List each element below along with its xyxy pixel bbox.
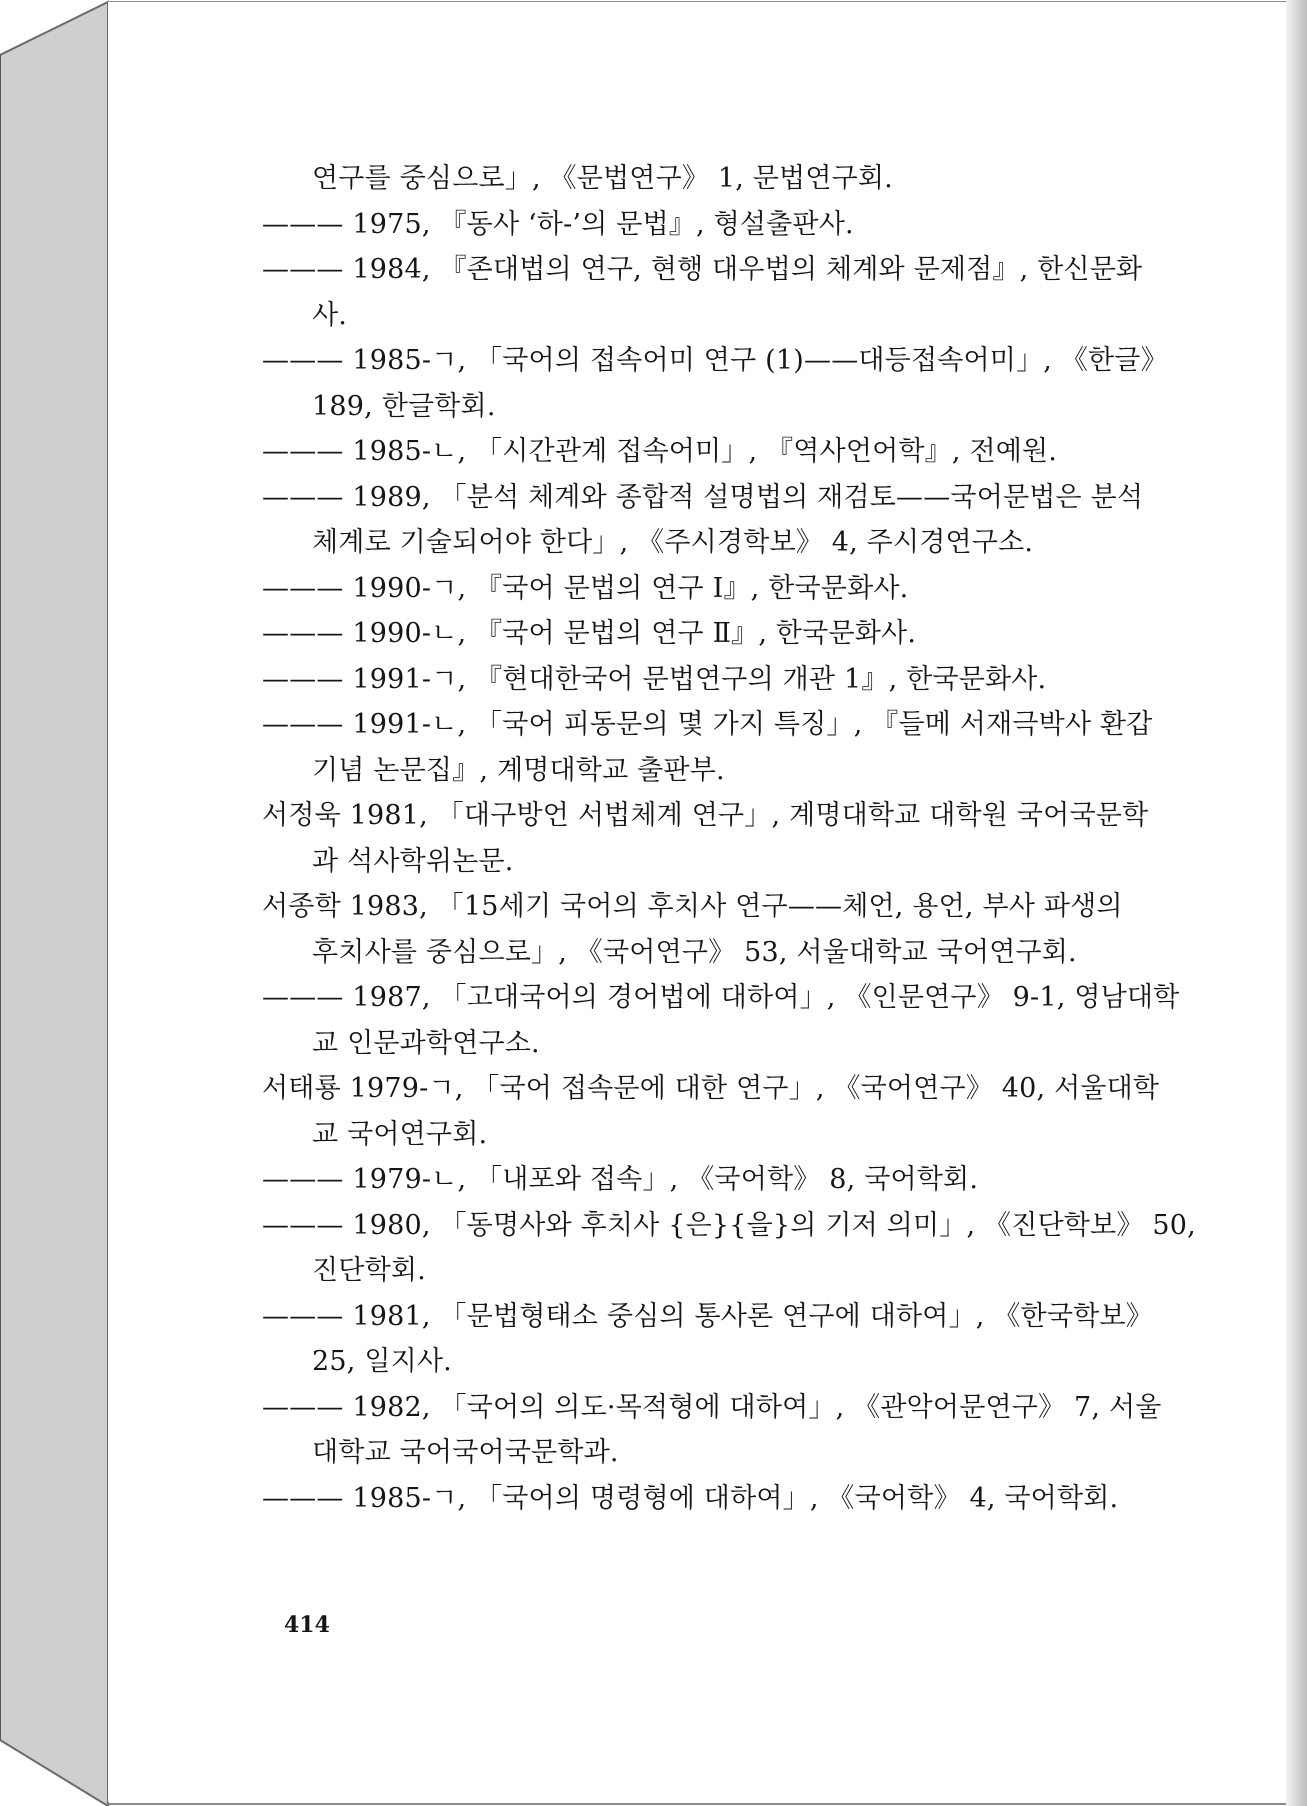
bibliography-entry-line: ——— 1991-ㄴ, 「국어 피동문의 몇 가지 특징」, 『들메 서재극박사 환갑 <box>262 709 1153 740</box>
bibliography-continuation-line: 후치사를 중심으로」, 《국어연구》 53, 서울대학교 국어연구회. <box>312 936 1077 968</box>
bibliography-entry-line: ——— 1985-ㄱ, 「국어의 접속어미 연구 (1)——대등접속어미」, 《한글》 <box>262 345 1168 376</box>
bibliography-entry-line: ——— 1980, 「동명사와 후치사 {은}{을}의 기저 의미」, 《진단학보》 50, <box>262 1209 1196 1241</box>
bibliography-continuation-line: 연구를 중심으로」, 《문법연구》 1, 문법연구회. <box>312 163 893 194</box>
bibliography-entry-line: 서정욱 1981, 「대구방언 서법체계 연구」, 계명대학교 대학원 국어국문학 <box>262 800 1149 831</box>
bibliography-continuation-line: 진단학회. <box>312 1255 426 1286</box>
bibliography-entry-line: ——— 1985-ㄴ, 「시간관계 접속어미」, 『역사언어학』, 전예원. <box>262 436 1058 467</box>
page-number: 414 <box>284 1612 330 1638</box>
bibliography-entry-line: ——— 1991-ㄱ, 『현대한국어 문법연구의 개관 1』, 한국문화사. <box>262 663 1047 695</box>
bibliography-continuation-line: 대학교 국어국어국문학과. <box>312 1437 619 1468</box>
page-edge <box>1286 0 1307 1806</box>
bibliography-continuation-line: 189, 한글학회. <box>312 390 496 422</box>
bibliography-entry-line: ——— 1979-ㄴ, 「내포와 접속」, 《국어학》 8, 국어학회. <box>262 1164 979 1195</box>
bibliography-continuation-line: 과 석사학위논문. <box>312 845 514 877</box>
bibliography-entry-line: ——— 1985-ㄱ, 「국어의 명령형에 대하여」, 《국어학》 4, 국어학회. <box>262 1482 1119 1514</box>
bibliography-continuation-line: 기념 논문집』, 계명대학교 출판부. <box>312 754 725 786</box>
bibliography-continuation-line: 사. <box>312 299 348 331</box>
bibliography-entry-line: 서태룡 1979-ㄱ, 「국어 접속문에 대한 연구」, 《국어연구》 40, 서울대학 <box>262 1073 1160 1104</box>
bibliography-entry-line: 서종학 1983, 「15세기 국어의 후치사 연구——체언, 용언, 부사 파생의 <box>262 891 1123 922</box>
bibliography-entry-line: ——— 1981, 「문법형태소 중심의 통사론 연구에 대하여」, 《한국학보》 <box>262 1300 1153 1332</box>
bibliography-entry-line: ——— 1990-ㄱ, 『국어 문법의 연구 Ⅰ』, 한국문화사. <box>262 572 909 604</box>
bibliography-continuation-line: 교 인문과학연구소. <box>312 1027 540 1059</box>
bibliography-entry-line: ——— 1990-ㄴ, 『국어 문법의 연구 Ⅱ』, 한국문화사. <box>262 618 917 649</box>
bibliography-entry-line: ——— 1984, 『존대법의 연구, 현행 대우법의 체계와 문제점』, 한신문화 <box>262 254 1143 285</box>
bibliography-entry-line: ——— 1989, 「분석 체계와 종합적 설명법의 재검토——국어문법은 분석 <box>262 481 1144 513</box>
bibliography-continuation-line: 체계로 기술되어야 한다」, 《주시경학보》 4, 주시경연구소. <box>312 527 1034 558</box>
bibliography-continuation-line: 25, 일지사. <box>312 1346 452 1377</box>
bibliography-entry-line: ——— 1975, 『동사 ‘하-’의 문법』, 형설출판사. <box>262 208 854 240</box>
bibliography-entry-line: ——— 1982, 「국어의 의도·목적형에 대하여」, 《관악어문연구》 7, 서울 <box>262 1391 1162 1423</box>
bibliography-continuation-line: 교 국어연구회. <box>312 1118 488 1150</box>
bibliography-entry-line: ——— 1987, 「고대국어의 경어법에 대하여」, 《인문연구》 9-1, 영남대학 <box>262 982 1180 1013</box>
